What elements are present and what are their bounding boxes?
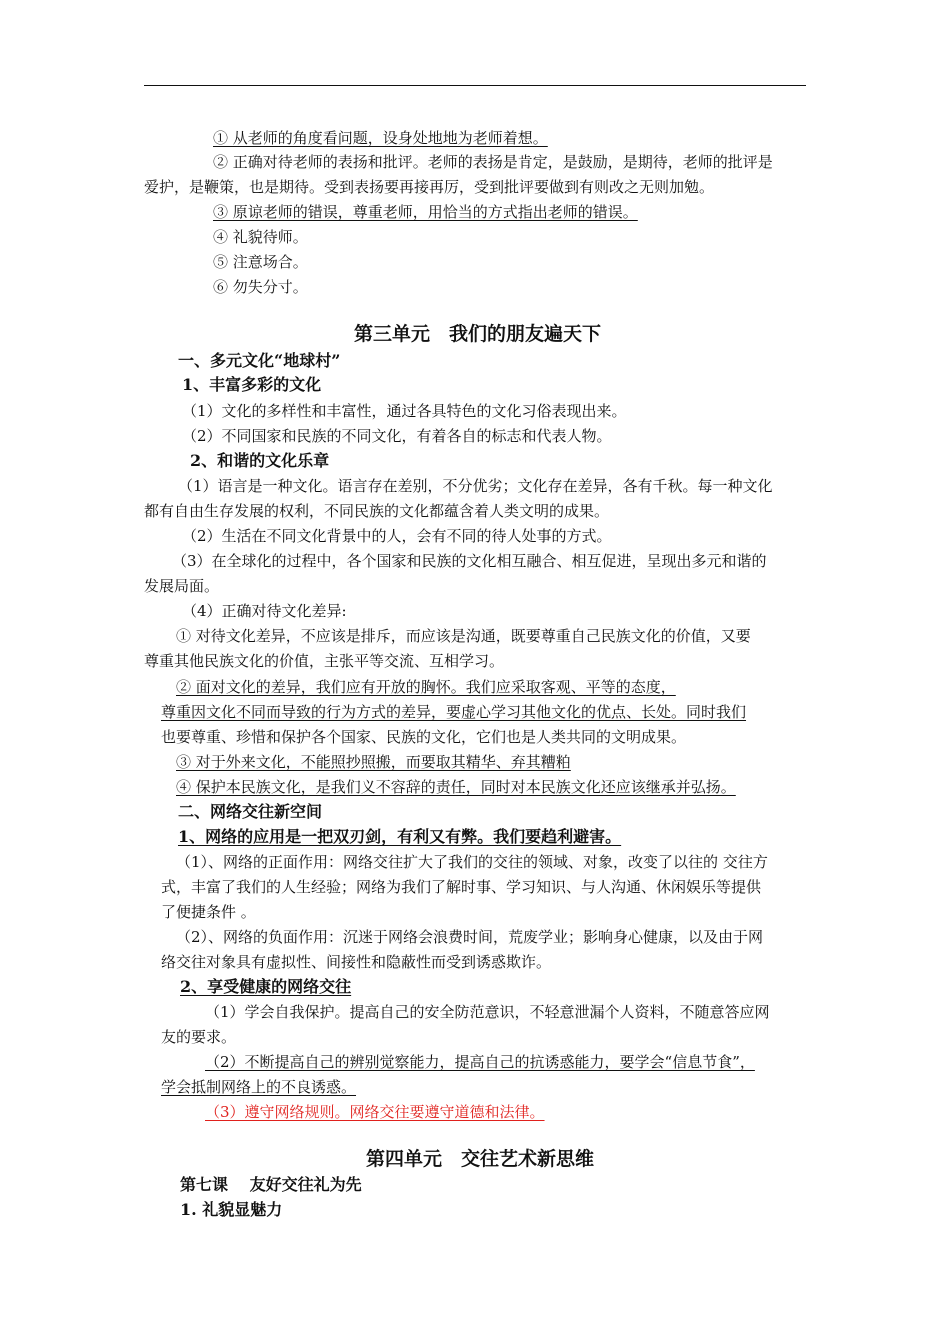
s1-sub2-line-5: 发展局面。 xyxy=(144,577,220,595)
s1-sub2-line-8: 尊重其他民族文化的价值，主张平等交流、互相学习。 xyxy=(144,652,505,670)
unit4-point-title: 1. 礼貌显魅力 xyxy=(180,1200,283,1219)
s1-sub2-line-7: ① 对待文化差异，不应该是排斥，而应该是沟通，既要尊重自己民族文化的价值，又要 xyxy=(176,627,751,645)
s2-sub1-line-4: （2）、网络的负面作用：沉迷于网络会浪费时间，荒废学业；影响身心健康，以及由于网 xyxy=(176,928,764,946)
s2-sub2-line-4: 学会抵制网络上的不良诱惑。 xyxy=(161,1078,357,1096)
s2-sub1-line-1: （1）、网络的正面作用：网络交往扩大了我们的交往的领域、对象，改变了以往的 交往方 xyxy=(176,853,768,871)
s1-sub2-line-2: 都有自由生存发展的权利，不同民族的文化都蕴含着人类文明的成果。 xyxy=(144,502,610,520)
unit3-s2-sub2-title: 2、享受健康的网络交往 xyxy=(180,977,352,996)
s1-sub2-line-6: （4）正确对待文化差异: xyxy=(182,602,347,620)
s2-sub2-line-3: （2）不断提高自己的辨别觉察能力，提高自己的抗诱惑能力，要学会“信息节食”， xyxy=(205,1053,755,1071)
s1-sub2-line-4: （3）在全球化的过程中，各个国家和民族的文化相互融合、相互促进，呈现出多元和谐的 xyxy=(172,552,767,570)
tip-2-line2: 爱护，是鞭策，也是期待。受到表扬要再接再厉，受到批评要做到有则改之无则加勉。 xyxy=(144,178,715,196)
s1-sub2-line-11: 也要尊重、珍惜和保护各个国家、民族的文化，它们也是人类共同的文明成果。 xyxy=(161,728,687,746)
unit3-section2-title: 二、网络交往新空间 xyxy=(178,802,323,821)
s1-sub2-line-1: （1）语言是一种文化。语言存在差别，不分优劣；文化存在差异，各有千秋。每一种文化 xyxy=(178,477,773,495)
tip-3: ③ 原谅老师的错误，尊重老师，用恰当的方式指出老师的错误。 xyxy=(213,203,638,221)
unit3-s2-sub1-title: 1、网络的应用是一把双刃剑，有利又有弊。我们要趋利避害。 xyxy=(178,827,622,846)
s1-sub1-line-1: （1）文化的多样性和丰富性，通过各具特色的文化习俗表现出来。 xyxy=(182,402,627,420)
unit4-lesson-title: 第七课 友好交往礼为先 xyxy=(180,1175,362,1194)
s1-sub2-line-9: ② 面对文化的差异，我们应有开放的胸怀。我们应采取客观、平等的态度， xyxy=(176,678,676,696)
unit3-s1-sub1-title: 1、丰富多彩的文化 xyxy=(182,375,322,394)
tip-5: ⑤ 注意场合。 xyxy=(213,253,308,271)
s1-sub2-line-12: ③ 对于外来文化，不能照抄照搬，而要取其精华、弃其糟粕 xyxy=(176,753,571,771)
tip-4: ④ 礼貌待师。 xyxy=(213,228,308,246)
s1-sub2-line-10: 尊重因文化不同而导致的行为方式的差异，要虚心学习其他文化的优点、长处。同时我们 xyxy=(161,703,747,721)
s2-sub2-line-2: 友的要求。 xyxy=(161,1028,237,1046)
unit3-title: 第三单元 我们的朋友遍天下 xyxy=(354,323,602,345)
tip-6: ⑥ 勿失分寸。 xyxy=(213,278,308,296)
s2-sub1-line-3: 了便捷条件 。 xyxy=(161,903,256,921)
s1-sub2-line-3: （2）生活在不同文化背景中的人，会有不同的待人处事的方式。 xyxy=(182,527,612,545)
unit3-section1-title: 一、多元文化“地球村” xyxy=(178,351,341,370)
s2-sub1-line-2: 式，丰富了我们的人生经验；网络为我们了解时事、学习知识、与人沟通、休闲娱乐等提供 xyxy=(161,878,762,896)
tip-2-line1: ② 正确对待老师的表扬和批评。老师的表扬是肯定，是鼓励，是期待，老师的批评是 xyxy=(213,153,773,171)
s1-sub2-line-13: ④ 保护本民族文化，是我们义不容辞的责任，同时对本民族文化还应该继承并弘扬。 xyxy=(176,778,736,796)
tip-1: ① 从老师的角度看问题，设身处地地为老师着想。 xyxy=(213,129,548,147)
header-rule xyxy=(144,85,806,86)
s2-sub2-line-1: （1）学会自我保护。提高自己的安全防范意识，不轻意泄漏个人资料，不随意答应网 xyxy=(205,1003,770,1021)
s2-sub1-line-5: 络交往对象具有虚拟性、间接性和隐蔽性而受到诱惑欺诈。 xyxy=(161,953,552,971)
unit3-s1-sub2-title: 2、和谐的文化乐章 xyxy=(190,451,330,470)
s1-sub1-line-2: （2）不同国家和民族的不同文化，有着各自的标志和代表人物。 xyxy=(182,427,612,445)
s2-sub2-line-5: （3）遵守网络规则。网络交往要遵守道德和法律。 xyxy=(205,1103,545,1121)
unit4-title: 第四单元 交往艺术新思维 xyxy=(366,1148,595,1170)
